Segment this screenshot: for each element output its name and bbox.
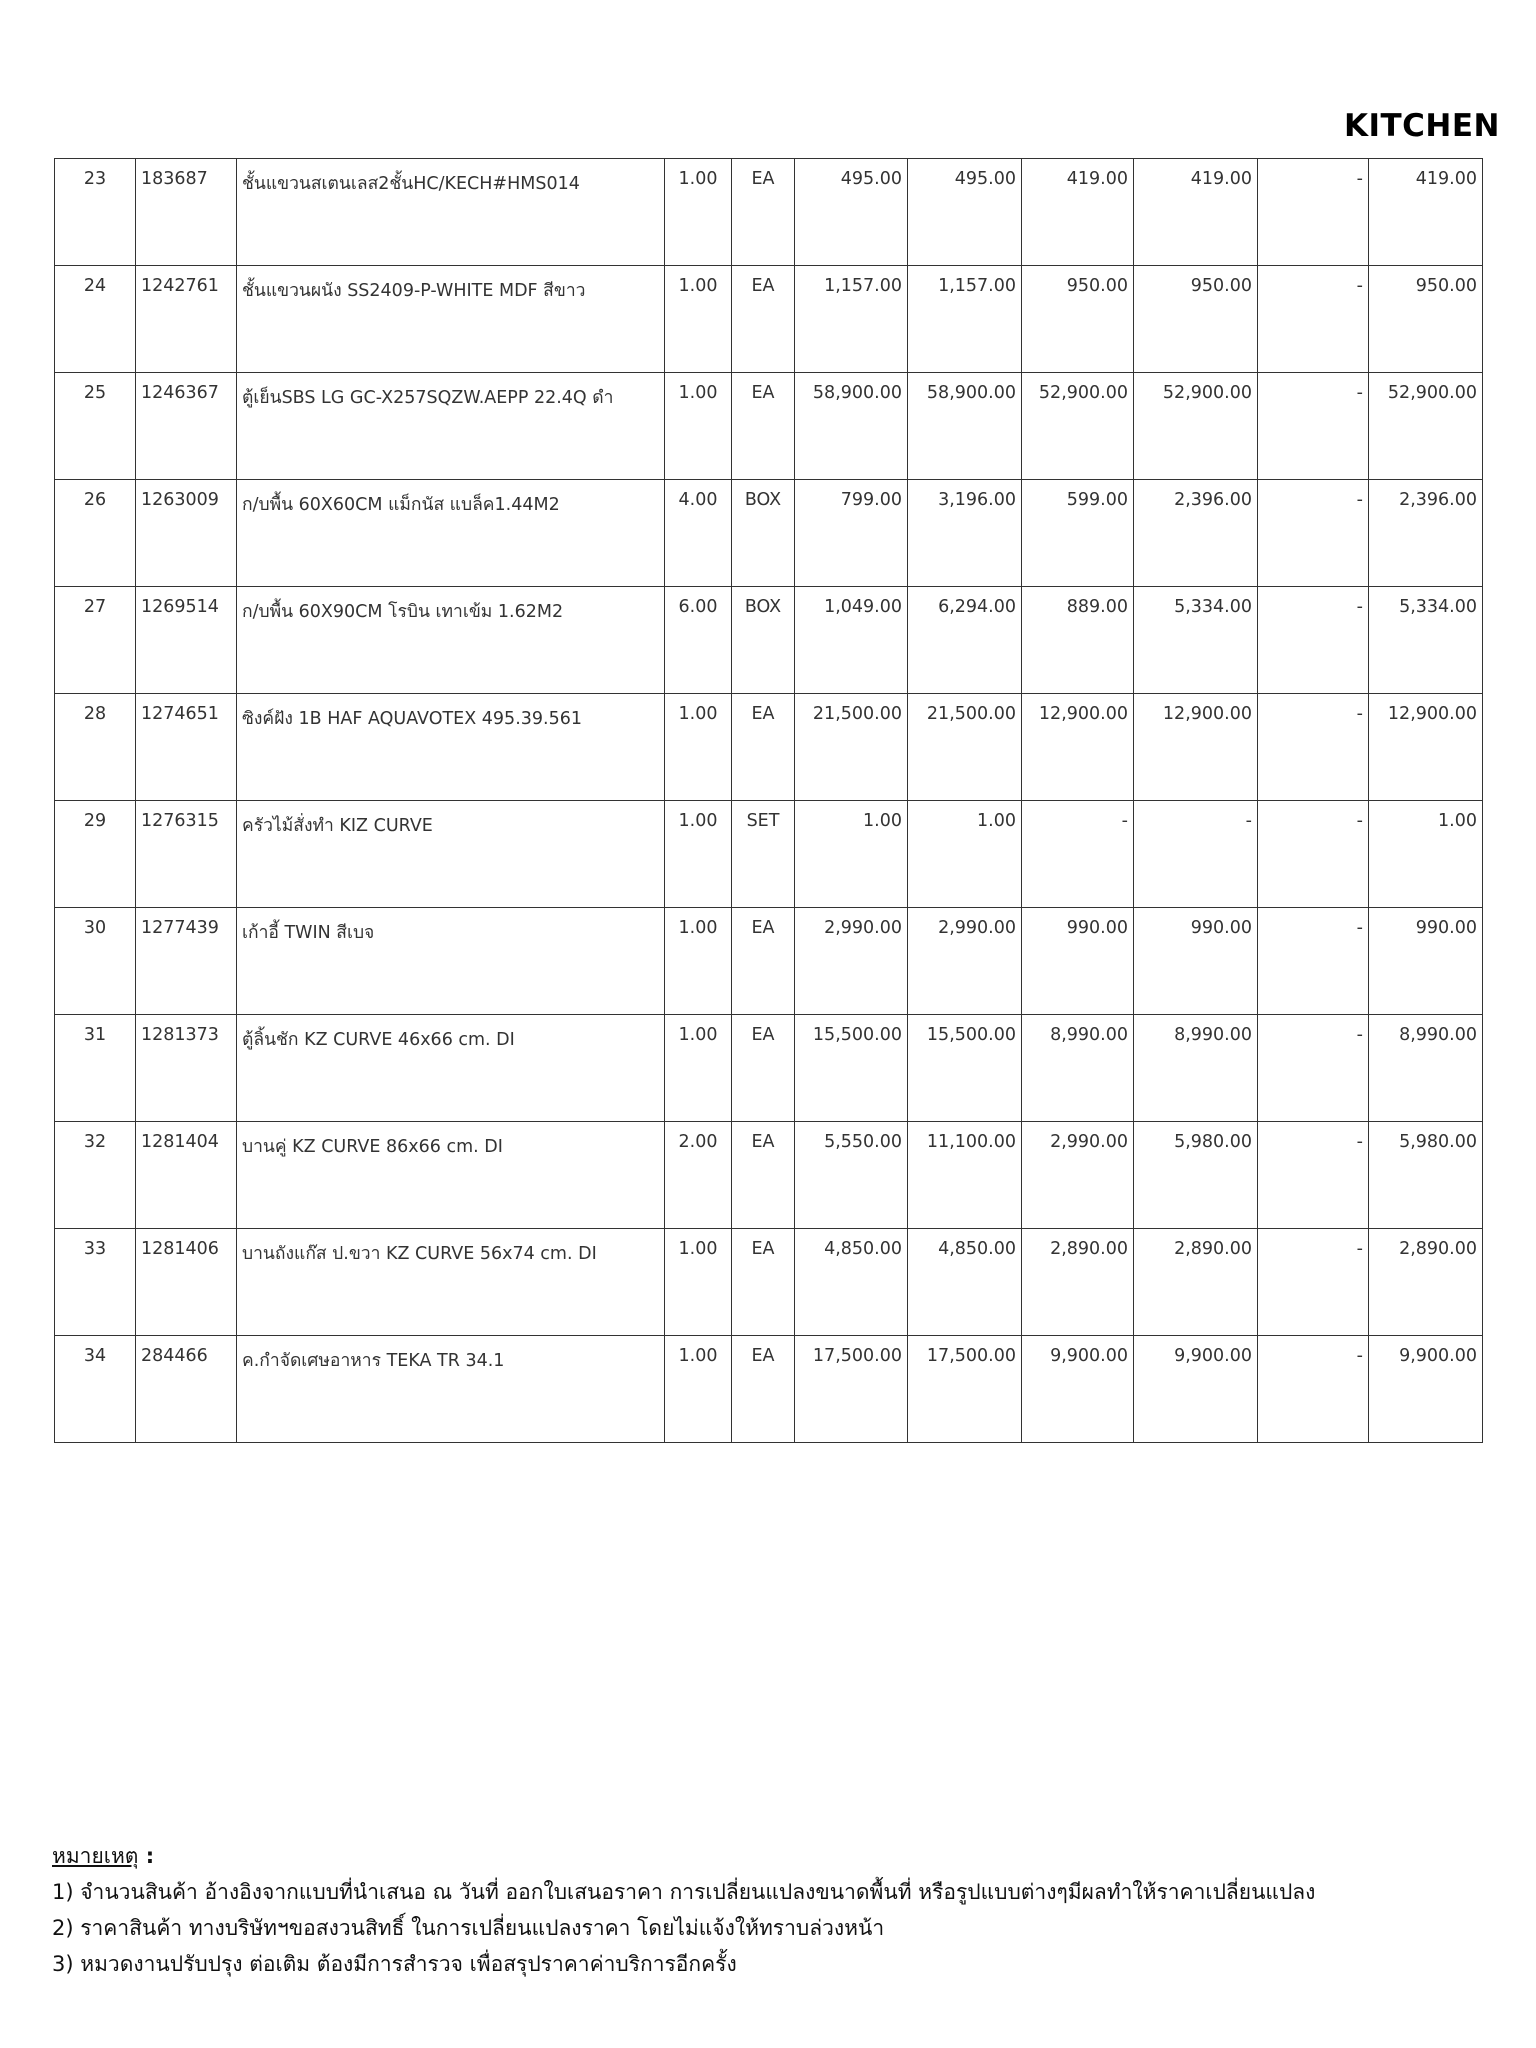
cell-promo-amount: - — [1134, 801, 1258, 908]
cell-total: 12,900.00 — [1369, 694, 1483, 801]
cell-promo-price: 889.00 — [1022, 587, 1134, 694]
cell-description: เก้าอี้ TWIN สีเบจ — [237, 908, 665, 1015]
items-table-body — [55, 159, 1483, 1443]
cell-quantity: 1.00 — [665, 266, 732, 373]
cell-quantity: 1.00 — [665, 1015, 732, 1122]
cell-total: 9,900.00 — [1369, 1336, 1483, 1443]
cell-total: 5,980.00 — [1369, 1122, 1483, 1229]
cell-total: 419.00 — [1369, 159, 1483, 266]
cell-code: 1274651 — [136, 694, 237, 801]
cell-promo-amount: 52,900.00 — [1134, 373, 1258, 480]
cell-discount: - — [1258, 587, 1369, 694]
cell-description: บานคู่ KZ CURVE 86x66 cm. DI — [237, 1122, 665, 1229]
cell-unit: EA — [732, 1122, 795, 1229]
table-row — [55, 373, 1483, 480]
cell-total: 2,396.00 — [1369, 480, 1483, 587]
cell-discount: - — [1258, 1336, 1369, 1443]
cell-amount: 15,500.00 — [908, 1015, 1022, 1122]
cell-unit: EA — [732, 1229, 795, 1336]
cell-total: 8,990.00 — [1369, 1015, 1483, 1122]
cell-promo-price: - — [1022, 801, 1134, 908]
cell-unit: EA — [732, 908, 795, 1015]
cell-promo-amount: 990.00 — [1134, 908, 1258, 1015]
cell-total: 950.00 — [1369, 266, 1483, 373]
cell-no: 24 — [55, 266, 136, 373]
notes-heading-label: หมายเหตุ — [52, 1844, 139, 1868]
cell-no: 34 — [55, 1336, 136, 1443]
cell-code: 1276315 — [136, 801, 237, 908]
cell-amount: 3,196.00 — [908, 480, 1022, 587]
cell-quantity: 1.00 — [665, 1229, 732, 1336]
cell-promo-amount: 2,396.00 — [1134, 480, 1258, 587]
table-row — [55, 908, 1483, 1015]
cell-amount: 17,500.00 — [908, 1336, 1022, 1443]
cell-promo-price: 12,900.00 — [1022, 694, 1134, 801]
cell-no: 30 — [55, 908, 136, 1015]
cell-discount: - — [1258, 266, 1369, 373]
cell-unit-price: 1.00 — [795, 801, 908, 908]
cell-code: 1242761 — [136, 266, 237, 373]
table-row — [55, 480, 1483, 587]
cell-quantity: 4.00 — [665, 480, 732, 587]
cell-no: 25 — [55, 373, 136, 480]
cell-code: 284466 — [136, 1336, 237, 1443]
cell-promo-price: 52,900.00 — [1022, 373, 1134, 480]
cell-promo-amount: 9,900.00 — [1134, 1336, 1258, 1443]
notes-heading — [52, 1838, 1315, 1874]
cell-code: 1269514 — [136, 587, 237, 694]
notes-section — [52, 1838, 1315, 1982]
notes-heading-colon: : — [138, 1844, 155, 1868]
cell-total: 5,334.00 — [1369, 587, 1483, 694]
cell-no: 23 — [55, 159, 136, 266]
cell-description: ค.กำจัดเศษอาหาร TEKA TR 34.1 — [237, 1336, 665, 1443]
cell-promo-amount: 2,890.00 — [1134, 1229, 1258, 1336]
cell-description: ชั้นแขวนผนัง SS2409-P-WHITE MDF สีขาว — [237, 266, 665, 373]
cell-discount: - — [1258, 480, 1369, 587]
cell-quantity: 1.00 — [665, 694, 732, 801]
cell-quantity: 1.00 — [665, 908, 732, 1015]
cell-unit: EA — [732, 159, 795, 266]
cell-discount: - — [1258, 1229, 1369, 1336]
cell-description: บานถังแก๊ส ป.ขวา KZ CURVE 56x74 cm. DI — [237, 1229, 665, 1336]
cell-description: ก/บพื้น 60X60CM แม็กนัส แบล็ค1.44M2 — [237, 480, 665, 587]
cell-unit: EA — [732, 1336, 795, 1443]
cell-unit-price: 5,550.00 — [795, 1122, 908, 1229]
cell-unit-price: 1,157.00 — [795, 266, 908, 373]
cell-description: ชั้นแขวนสเตนเลส2ชั้นHC/KECH#HMS014 — [237, 159, 665, 266]
note-line-3: 3) หมวดงานปรับปรุง ต่อเติม ต้องมีการสำรวจ เพื่อสรุปราคาค่าบริการอีกครั้ง — [52, 1952, 737, 1976]
table-row — [55, 587, 1483, 694]
cell-description: ซิงค์ฝัง 1B HAF AQUAVOTEX 495.39.561 — [237, 694, 665, 801]
items-table — [54, 158, 1483, 1443]
cell-quantity: 2.00 — [665, 1122, 732, 1229]
cell-total: 52,900.00 — [1369, 373, 1483, 480]
cell-amount: 1.00 — [908, 801, 1022, 908]
cell-promo-price: 2,890.00 — [1022, 1229, 1134, 1336]
table-row — [55, 694, 1483, 801]
cell-unit-price: 21,500.00 — [795, 694, 908, 801]
table-row — [55, 1336, 1483, 1443]
cell-amount: 495.00 — [908, 159, 1022, 266]
cell-no: 27 — [55, 587, 136, 694]
cell-quantity: 6.00 — [665, 587, 732, 694]
cell-description: ก/บพื้น 60X90CM โรบิน เทาเข้ม 1.62M2 — [237, 587, 665, 694]
cell-unit-price: 17,500.00 — [795, 1336, 908, 1443]
cell-promo-price: 2,990.00 — [1022, 1122, 1134, 1229]
cell-promo-amount: 419.00 — [1134, 159, 1258, 266]
cell-unit-price: 15,500.00 — [795, 1015, 908, 1122]
cell-amount: 58,900.00 — [908, 373, 1022, 480]
cell-unit: BOX — [732, 587, 795, 694]
cell-no: 29 — [55, 801, 136, 908]
cell-unit: EA — [732, 1015, 795, 1122]
section-title: KITCHEN — [1343, 108, 1500, 144]
cell-promo-amount: 12,900.00 — [1134, 694, 1258, 801]
cell-promo-price: 419.00 — [1022, 159, 1134, 266]
cell-description: ครัวไม้สั่งทำ KIZ CURVE — [237, 801, 665, 908]
table-row — [55, 266, 1483, 373]
cell-amount: 21,500.00 — [908, 694, 1022, 801]
cell-amount: 11,100.00 — [908, 1122, 1022, 1229]
cell-discount: - — [1258, 801, 1369, 908]
cell-promo-price: 950.00 — [1022, 266, 1134, 373]
cell-total: 1.00 — [1369, 801, 1483, 908]
cell-no: 28 — [55, 694, 136, 801]
cell-code: 183687 — [136, 159, 237, 266]
table-row — [55, 1015, 1483, 1122]
note-line-2: 2) ราคาสินค้า ทางบริษัทฯขอสงวนสิทธิ์ ในการเปลี่ยนแปลงราคา โดยไม่แจ้งให้ทราบล่วงหน้า — [52, 1916, 885, 1940]
cell-unit: EA — [732, 694, 795, 801]
cell-unit-price: 1,049.00 — [795, 587, 908, 694]
cell-amount: 4,850.00 — [908, 1229, 1022, 1336]
note-line-1: 1) จำนวนสินค้า อ้างอิงจากแบบที่นำเสนอ ณ วันที่ ออกใบเสนอราคา การเปลี่ยนแปลงขนาดพื้นที่ หรือรูปแบบต่างๆมีผลทำให้ราคาเปลี่ยนแปลง — [52, 1880, 1316, 1904]
cell-discount: - — [1258, 694, 1369, 801]
cell-amount: 2,990.00 — [908, 908, 1022, 1015]
cell-description: ตู้เย็นSBS LG GC-X257SQZW.AEPP 22.4Q ดำ — [237, 373, 665, 480]
cell-code: 1281406 — [136, 1229, 237, 1336]
cell-code: 1277439 — [136, 908, 237, 1015]
cell-code: 1263009 — [136, 480, 237, 587]
cell-unit-price: 58,900.00 — [795, 373, 908, 480]
cell-description: ตู้ลิ้นชัก KZ CURVE 46x66 cm. DI — [237, 1015, 665, 1122]
cell-promo-amount: 5,980.00 — [1134, 1122, 1258, 1229]
cell-quantity: 1.00 — [665, 801, 732, 908]
cell-no: 31 — [55, 1015, 136, 1122]
cell-discount: - — [1258, 1015, 1369, 1122]
cell-amount: 6,294.00 — [908, 587, 1022, 694]
cell-discount: - — [1258, 373, 1369, 480]
cell-promo-price: 990.00 — [1022, 908, 1134, 1015]
cell-quantity: 1.00 — [665, 159, 732, 266]
cell-quantity: 1.00 — [665, 1336, 732, 1443]
cell-total: 2,890.00 — [1369, 1229, 1483, 1336]
cell-amount: 1,157.00 — [908, 266, 1022, 373]
cell-discount: - — [1258, 908, 1369, 1015]
cell-promo-amount: 950.00 — [1134, 266, 1258, 373]
table-row — [55, 1229, 1483, 1336]
cell-no: 26 — [55, 480, 136, 587]
cell-code: 1281373 — [136, 1015, 237, 1122]
cell-unit: BOX — [732, 480, 795, 587]
cell-promo-price: 8,990.00 — [1022, 1015, 1134, 1122]
cell-no: 33 — [55, 1229, 136, 1336]
cell-promo-amount: 8,990.00 — [1134, 1015, 1258, 1122]
cell-no: 32 — [55, 1122, 136, 1229]
cell-unit: EA — [732, 266, 795, 373]
cell-discount: - — [1258, 159, 1369, 266]
cell-code: 1246367 — [136, 373, 237, 480]
cell-unit-price: 495.00 — [795, 159, 908, 266]
cell-total: 990.00 — [1369, 908, 1483, 1015]
cell-unit-price: 2,990.00 — [795, 908, 908, 1015]
cell-discount: - — [1258, 1122, 1369, 1229]
cell-promo-price: 599.00 — [1022, 480, 1134, 587]
table-row — [55, 1122, 1483, 1229]
cell-promo-price: 9,900.00 — [1022, 1336, 1134, 1443]
cell-promo-amount: 5,334.00 — [1134, 587, 1258, 694]
cell-unit-price: 4,850.00 — [795, 1229, 908, 1336]
table-row — [55, 801, 1483, 908]
cell-unit-price: 799.00 — [795, 480, 908, 587]
cell-unit: EA — [732, 373, 795, 480]
cell-quantity: 1.00 — [665, 373, 732, 480]
table-row — [55, 159, 1483, 266]
cell-code: 1281404 — [136, 1122, 237, 1229]
cell-unit: SET — [732, 801, 795, 908]
